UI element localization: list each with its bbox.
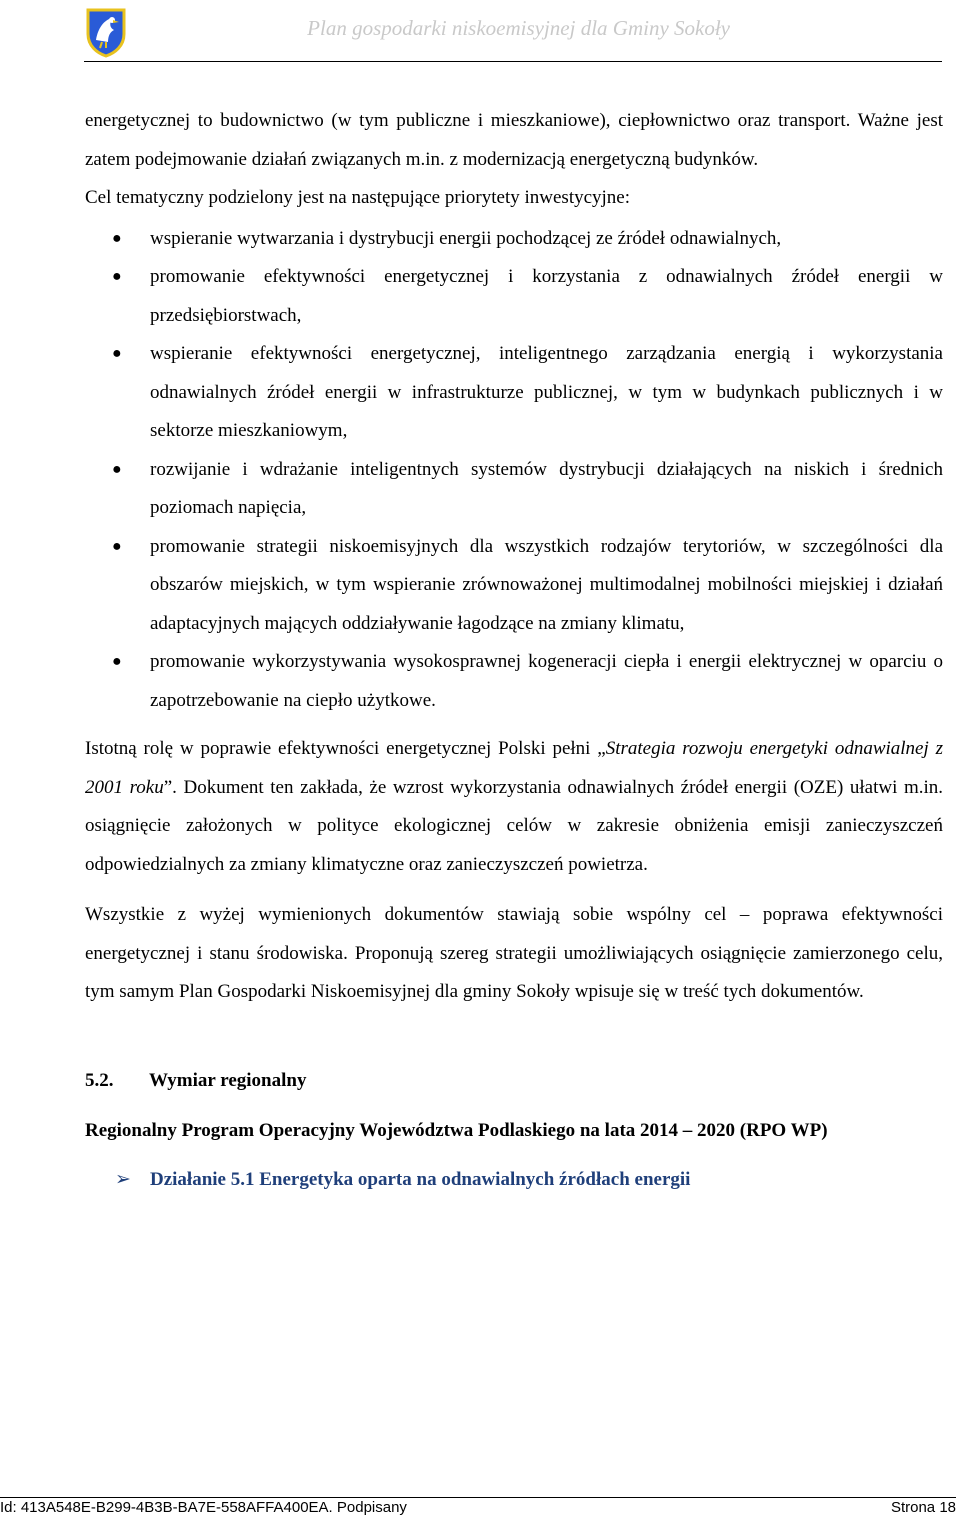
page-header: [0, 0, 960, 62]
list-item-text: promowanie strategii niskoemisyjnych dla wszystkich rodzajów terytoriów, w szczególności dla obszarów miejskich, w tym wspieranie zrównoważonej multimodalnej mobilności miejskiej i działań adaptacyjnych mających oddziaływanie łagodzące na zmiany klimatu,: [150, 535, 943, 634]
list-item: [85, 258, 943, 335]
list-item-text: rozwijanie i wdrażanie inteligentnych systemów dystrybucji działających na niskich i średnich poziomach napięcia,: [150, 458, 943, 518]
paragraph-energy-sectors: energetycznej to budownictwo (w tym publiczne i mieszkaniowe), ciepłownictwo oraz transport. Ważne jest zatem podejmowanie działań związanych m.in. z modernizacją energetyczną budynków.: [85, 110, 943, 170]
program-title: Regionalny Program Operacyjny Województwa Podlaskiego na lata 2014 – 2020 (RPO WP): [85, 1120, 828, 1141]
bullet-icon: ●: [112, 345, 122, 362]
section-number: 5.2.: [85, 1069, 114, 1091]
list-item: [85, 528, 943, 644]
document-body: [85, 102, 943, 1199]
list-item-text: promowanie wykorzystywania wysokosprawnej kogeneracji ciepła i energii elektrycznej w oparciu o zapotrzebowanie na ciepło użytkowe.: [150, 651, 943, 711]
strategy-title: Strategia rozwoju energetyki odnawialnej z 2001 roku: [85, 738, 943, 798]
list-item: [85, 643, 943, 720]
header-title: Plan gospodarki niskoemisyjnej dla Gminy Sokoły: [307, 16, 730, 40]
footer-page-number: Strona 18: [890, 1499, 956, 1516]
priorities-list: [85, 220, 943, 721]
list-item-text: wspieranie wytwarzania i dystrybucji energii pochodzącej ze źródeł odnawialnych,: [150, 227, 782, 249]
bullet-icon: ●: [112, 229, 122, 247]
arrow-bullet-icon: ➢: [115, 1168, 131, 1190]
list-item: [85, 220, 943, 259]
section-title: Wymiar regionalny: [149, 1069, 307, 1091]
paragraph-summary: Wszystkie z wyżej wymienionych dokumentów stawiają sobie wspólny cel – poprawa efektywności energetycznej i stanu środowiska. Proponują szereg strategii umożliwiających osiągnięcie zamierzonego celu, tym samym Plan Gospodarki Niskoemisyjnej dla gminy Sokoły wpisuje się w treść tych dokumentów.: [85, 904, 943, 1002]
action-item: [85, 1161, 943, 1200]
coat-of-arms-icon: [82, 6, 130, 58]
list-item-text: wspieranie efektywności energetycznej, inteligentnego zarządzania energią i wykorzystania odnawialnych źródeł energii w infrastrukturze publicznej, w tym w budynkach publicznych i w sektorze mieszkaniowym,: [150, 343, 943, 441]
paragraph-strategy: [85, 730, 943, 884]
list-item: [85, 451, 943, 528]
bullet-icon: ●: [112, 537, 122, 555]
paragraph-strategy-end: ”. Dokument ten zakłada, że wzrost wykorzystania odnawialnych źródeł energii (OZE) ułatwi m.in. osiągnięcie założonych w polityce ekologicznej celów w zakresie obniżenia emisji zanieczyszczeń odpowiedzialnych za zmiany klimatyczne oraz zanieczyszczeń powietrza.: [85, 776, 943, 875]
paragraph-priorities-intro: Cel tematyczny podzielony jest na następujące priorytety inwestycyjne:: [85, 187, 631, 208]
header-divider: [84, 61, 942, 62]
footer-divider: [0, 1497, 956, 1498]
section-heading: [85, 1062, 943, 1101]
bullet-icon: ●: [112, 653, 122, 670]
list-item-text: promowanie efektywności energetycznej i korzystania z odnawialnych źródeł energii w przedsiębiorstwach,: [150, 266, 943, 326]
bullet-icon: ●: [112, 268, 122, 285]
bullet-icon: ●: [112, 460, 122, 478]
action-title: Działanie 5.1 Energetyka oparta na odnawialnych źródłach energii: [150, 1168, 691, 1190]
paragraph-strategy-start: Istotną rolę w poprawie efektywności energetycznej Polski pełni „: [85, 738, 606, 759]
list-item: [85, 335, 943, 451]
footer-document-id: Id: 413A548E-B299-4B3B-BA7E-558AFFA400EA. Podpisany: [0, 1499, 407, 1516]
